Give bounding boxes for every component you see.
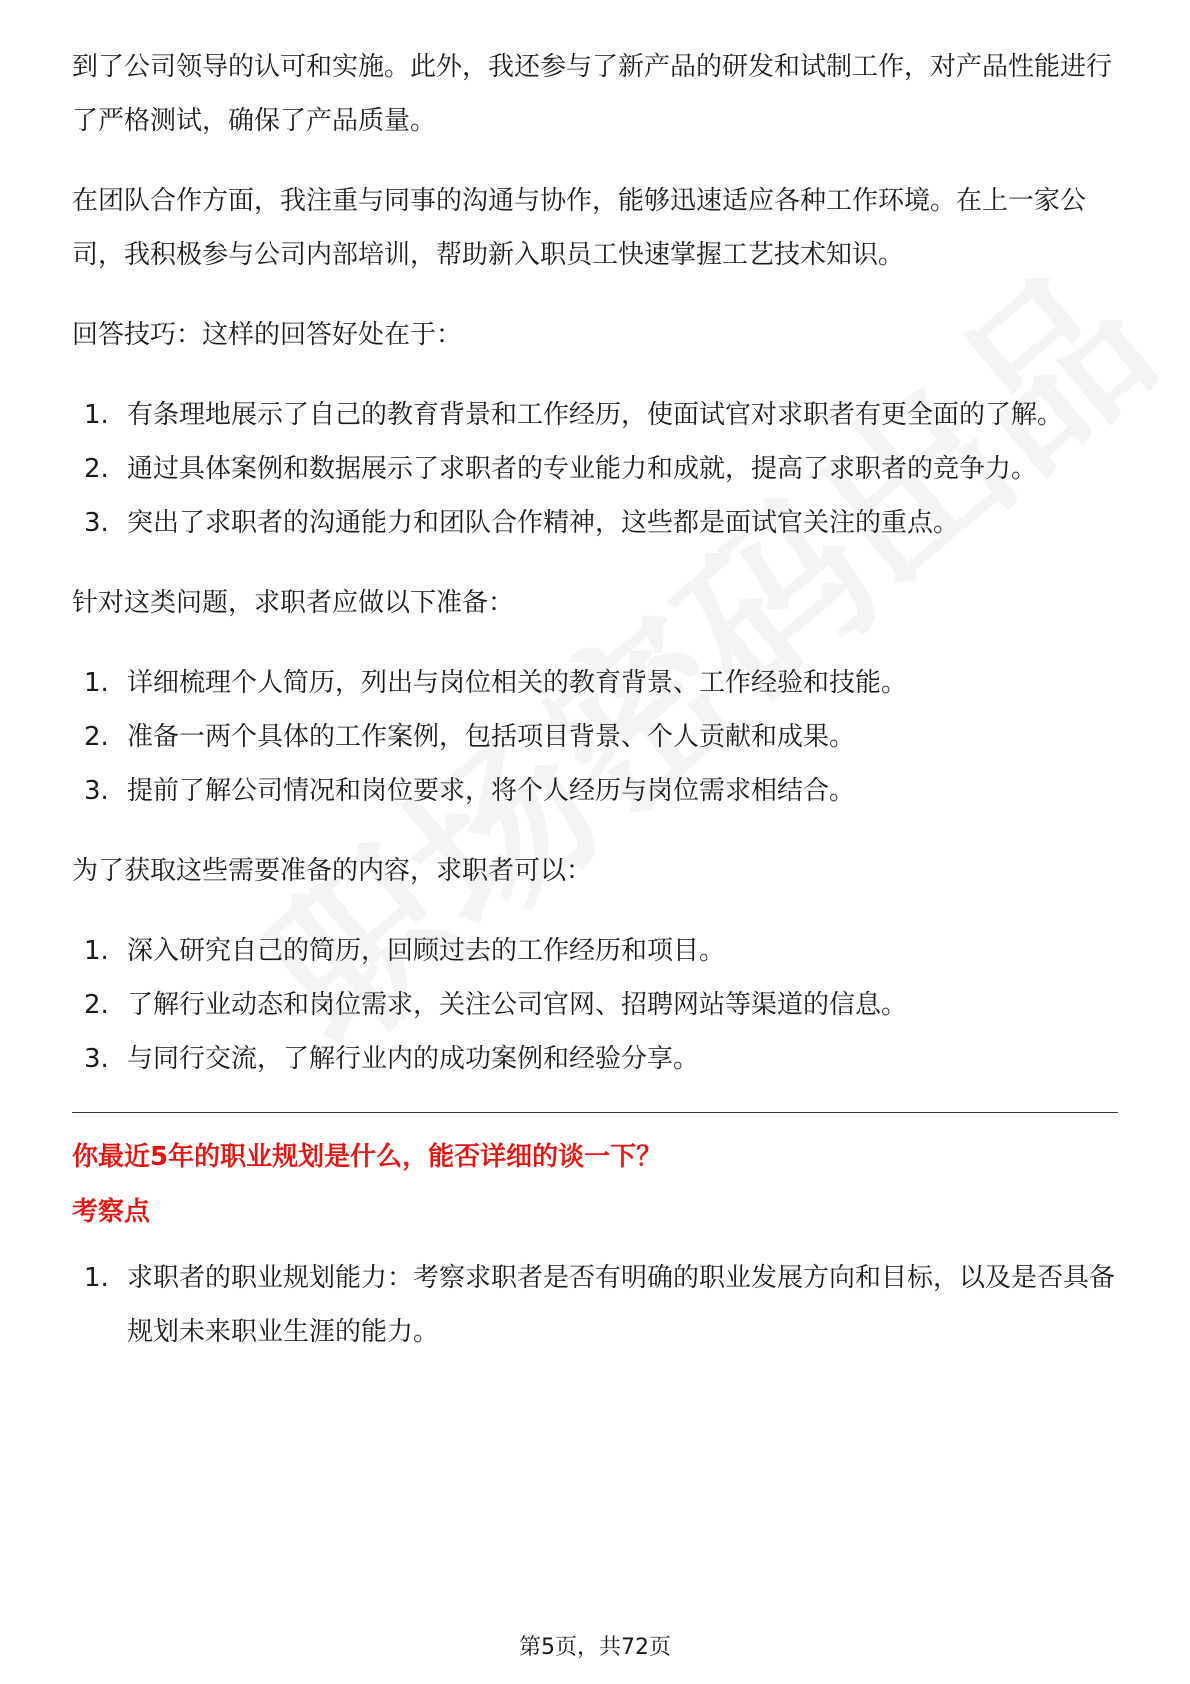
- list-item: 2. 了解行业动态和岗位需求，关注公司官网、招聘网站等渠道的信息。: [84, 990, 908, 1020]
- section-divider: [72, 1112, 1118, 1113]
- paragraph-teamwork: 在团队合作方面，我注重与同事的沟通与协作，能够迅速适应各种工作环境。在上一家公司，我积极参与公司内部培训，帮助新入职员工快速掌握工艺技术知识。: [72, 186, 1087, 270]
- list-item: 3. 与同行交流，了解行业内的成功案例和经验分享。: [84, 1044, 700, 1074]
- page-number-footer: 第5页，共72页: [519, 1635, 671, 1660]
- paragraph-preparation: 针对这类问题，求职者应做以下准备：: [72, 588, 515, 618]
- paragraph-obtain: 为了获取这些需要准备的内容，求职者可以：: [72, 856, 593, 886]
- list-item: 1. 深入研究自己的简历，回顾过去的工作经历和项目。: [84, 936, 726, 966]
- question-heading: 你最近5年的职业规划是什么，能否详细的谈一下？: [72, 1142, 663, 1172]
- obtain-list: [72, 924, 1118, 1086]
- list-item: 2. 通过具体案例和数据展示了求职者的专业能力和成就，提高了求职者的竞争力。: [84, 454, 1038, 484]
- list-item: 1. 求职者的职业规划能力：考察求职者是否有明确的职业发展方向和目标，以及是否具备规划未来职业生涯的能力。: [84, 1263, 1116, 1347]
- paragraph-answer-tips: 回答技巧：这样的回答好处在于：: [72, 320, 463, 350]
- assessment-list: [72, 1251, 1118, 1359]
- document-page: [72, 40, 1118, 1385]
- list-item: 1. 有条理地展示了自己的教育背景和工作经历，使面试官对求职者有更全面的了解。: [84, 400, 1064, 430]
- list-item: 3. 提前了解公司情况和岗位要求，将个人经历与岗位需求相结合。: [84, 776, 856, 806]
- list-item: 2. 准备一两个具体的工作案例，包括项目背景、个人贡献和成果。: [84, 722, 856, 752]
- list-item: 1. 详细梳理个人简历，列出与岗位相关的教育背景、工作经验和技能。: [84, 668, 908, 698]
- list-item: 3. 突出了求职者的沟通能力和团队合作精神，这些都是面试官关注的重点。: [84, 508, 960, 538]
- benefits-list: [72, 388, 1118, 550]
- preparation-list: [72, 656, 1118, 818]
- paragraph-intro-continued: 到了公司领导的认可和实施。此外，我还参与了新产品的研发和试制工作，对产品性能进行了严格测试，确保了产品质量。: [72, 52, 1113, 136]
- assessment-points-heading: 考察点: [72, 1197, 151, 1227]
